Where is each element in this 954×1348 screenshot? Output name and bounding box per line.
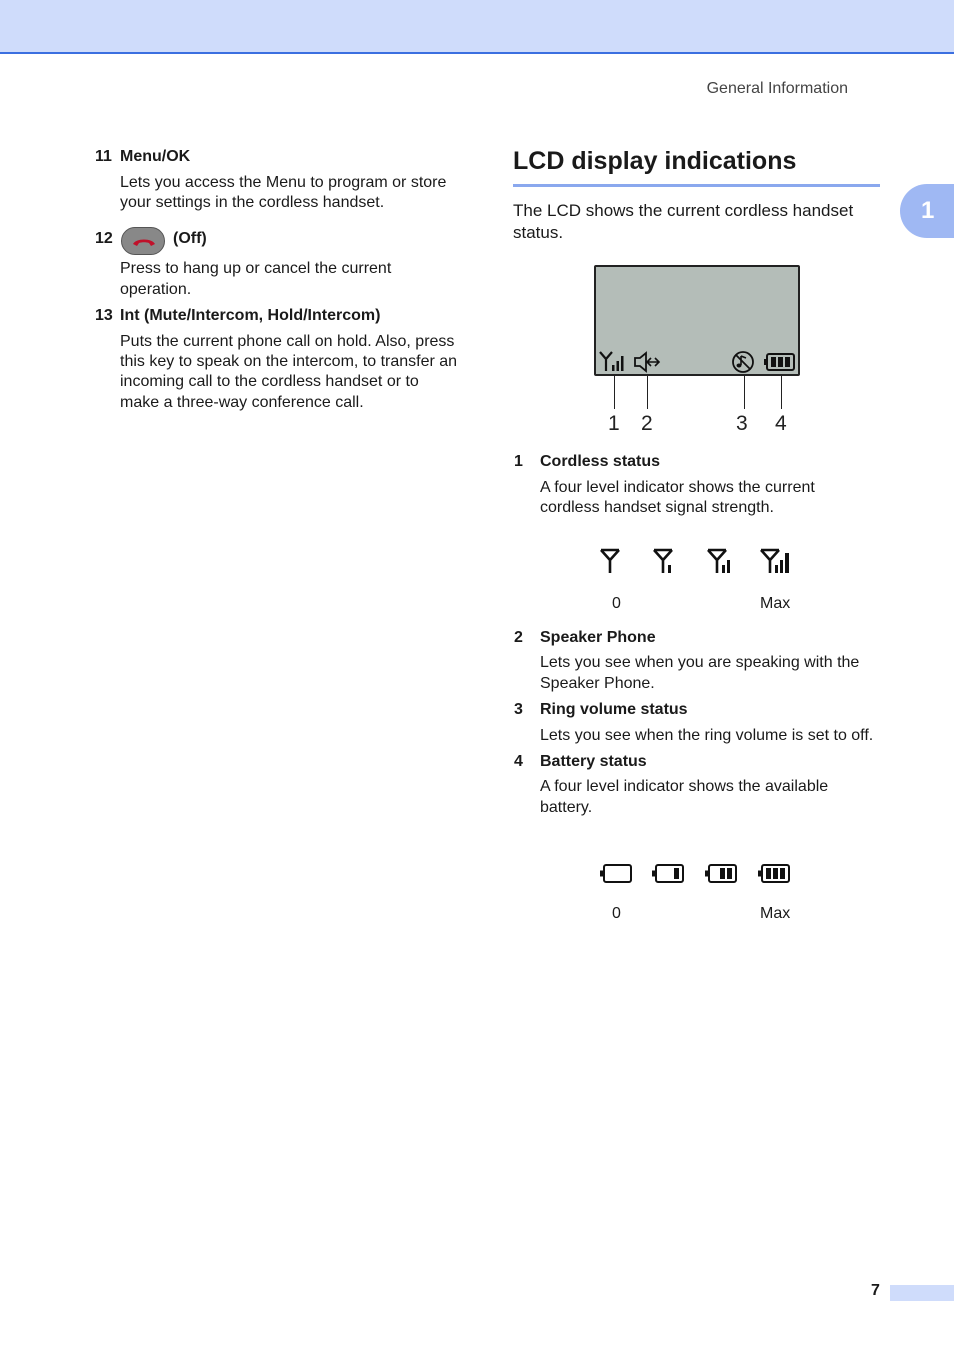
item-number: 1 [514, 453, 523, 470]
item-number: 4 [514, 753, 523, 770]
signal-max-label: Max [760, 595, 791, 612]
header-bar [0, 0, 954, 54]
item-title: Speaker Phone [540, 629, 656, 646]
item-number: 12 [95, 230, 113, 247]
callout-line [647, 376, 648, 409]
item-line: battery. [540, 799, 593, 816]
signal-icon [598, 350, 626, 374]
item-title: Menu/OK [120, 148, 191, 165]
item-line: Lets you access the Menu to program or store [120, 174, 447, 191]
signal-level-1-icon [652, 547, 680, 575]
callout-number: 3 [736, 412, 748, 435]
battery-max-label: Max [760, 905, 791, 922]
signal-min-label: 0 [612, 595, 621, 612]
item-line: cordless handset signal strength. [540, 499, 774, 516]
section-title: LCD display indications [513, 144, 880, 187]
speaker-icon [633, 351, 661, 373]
off-button-icon [121, 227, 165, 255]
item-line: A four level indicator shows the available [540, 778, 829, 795]
item-number: 3 [514, 701, 523, 718]
callout-number: 2 [641, 412, 653, 435]
item-line: Speaker Phone. [540, 675, 655, 692]
signal-level-2-icon [706, 547, 734, 575]
item-line: incoming call to the cordless handset or to [120, 373, 419, 390]
item-title: Int (Mute/Intercom, Hold/Intercom) [120, 307, 381, 324]
ringer-off-icon [731, 350, 755, 374]
callout-number: 1 [608, 412, 620, 435]
item-number: 11 [95, 148, 112, 165]
intro-line: status. [513, 223, 564, 242]
running-head: General Information [706, 80, 848, 97]
item-line: operation. [120, 281, 192, 298]
battery-level-1-icon [652, 863, 686, 885]
signal-level-0-icon [599, 547, 627, 575]
item-number: 2 [514, 629, 523, 646]
signal-level-3-icon [759, 547, 793, 575]
item-line: A four level indicator shows the current [540, 479, 815, 496]
battery-min-label: 0 [612, 905, 621, 922]
callout-line [781, 376, 782, 409]
chapter-tab: 1 [900, 184, 954, 238]
callout-line [614, 376, 615, 409]
item-line: Puts the current phone call on hold. Also, press [120, 333, 455, 350]
battery-level-3-icon [758, 863, 792, 885]
footer-bar [890, 1285, 954, 1301]
item-title: Battery status [540, 753, 647, 770]
item-line: make a three-way conference call. [120, 394, 364, 411]
item-title: Cordless status [540, 453, 661, 470]
callout-number: 4 [775, 412, 787, 435]
callout-line [744, 376, 745, 409]
item-line: Press to hang up or cancel the current [120, 260, 392, 277]
battery-level-0-icon [600, 863, 634, 885]
intro-line: The LCD shows the current cordless handset [513, 201, 854, 220]
battery-icon [764, 352, 796, 372]
item-title: (Off) [173, 230, 207, 247]
page-number: 7 [871, 1282, 880, 1299]
item-title: Ring volume status [540, 701, 688, 718]
battery-level-2-icon [705, 863, 739, 885]
item-line: your settings in the cordless handset. [120, 194, 385, 211]
item-line: Lets you see when the ring volume is set to off. [540, 727, 874, 744]
item-number: 13 [95, 307, 113, 324]
item-line: Lets you see when you are speaking with the [540, 654, 860, 671]
item-line: this key to speak on the intercom, to transfer an [120, 353, 458, 370]
